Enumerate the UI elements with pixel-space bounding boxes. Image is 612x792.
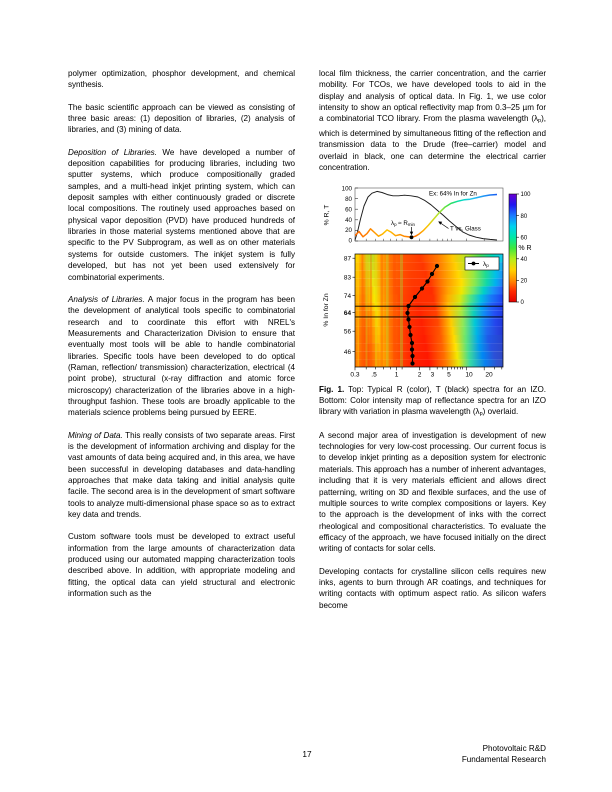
heatmap-y-ticks [344,256,352,357]
paragraph-tco-tools [319,68,546,173]
run-in-heading-analysis: Analysis of Libraries. [68,294,145,304]
caption-lambda-p-subscript: p [479,411,483,418]
paragraph-silicon-contacts: Developing contacts for crystalline silicon cells requires new inks, agents to burn through AR coatings, and techniques for writing contacts with optimum aspect ratio. As silicon wafers become [319,566,546,610]
svg-text:80: 80 [520,214,528,221]
paragraph-continued: polymer optimization, phosphor development, and chemical synthesis. [68,69,295,90]
svg-text:2: 2 [417,371,422,379]
figure-1 [319,184,546,420]
annotation-t-vs-glass: T vs. Glass [450,225,481,233]
svg-text:60: 60 [520,235,528,242]
bottom-panel-heatmap [323,254,503,379]
page-number: 17 [302,749,312,759]
svg-text:20: 20 [485,371,493,379]
svg-text:100: 100 [520,192,531,199]
paragraph-inkjet-printing: A second major area of investigation is development of new technologies for very low-cost processing. Our current focus is to develop inkjet printing as a deposition system for electronic materials. This approach has a number of inherent advantages, including that it is very materials efficient and allows direct patterning, writing on 3D and flexible surfaces, and the use of multiple sources to write complex compositions or layers. Key to the approach is the development of inks with the correct rheological and compositional characteristics. To evaluate the efficacy of the approach, we have focused initially on the direct writing of contacts for solar cells. [319,430,546,554]
svg-text:10: 10 [465,371,473,379]
figure-1-svg [319,184,546,381]
svg-text:0: 0 [520,300,524,307]
page-footer [68,744,546,778]
paragraph-deposition-of-libraries [68,147,295,283]
run-in-heading-mining: Mining of Data. [68,430,123,440]
svg-text:.5: .5 [371,371,377,379]
footer-identifier [462,743,546,765]
paragraph-mining-of-data [68,430,295,521]
svg-text:1: 1 [394,371,399,379]
lambda-p-rmin-marker [410,236,414,240]
svg-text:100: 100 [341,185,352,193]
tco-text-b: ), which is determined by simultaneous fitting of the reflection and transmission data to the Drude (free–carrier) model and overlaid in black, one can determine the electrical carrier concentration. [319,114,546,172]
footer-line-2: Fundamental Research [461,755,546,764]
svg-text:74: 74 [343,293,351,301]
lambda-p-legend [465,257,499,270]
svg-text:83: 83 [343,274,351,282]
svg-text:40: 40 [345,217,352,225]
tco-text-a: local film thickness, the carrier concentration, and the carrier mobility. For TCOs, we have developed tools to aid in the display and analysis of optical data. In Fig. 1, we use color intensity to show an optical reflectivity map from 0.3–25 µm for a combinatorial TCO library. From the plasma wavelength (λ [319,69,546,124]
footer-line-1: Photovoltaic R&D [482,744,546,753]
lambda-p-subscript: p [538,118,542,125]
figure-1-caption [319,384,546,420]
colorbar-label: % R [518,245,532,253]
paragraph-custom-software: Custom software tools must be developed to extract useful information from the large amounts of characterization data produced using our automated mapping characterization tools described above. In addition, with appropriate modeling and fitting, the optical data can yield structural and electronic information such as the [68,532,295,599]
legend-label-lambda-p: λp [483,261,489,269]
heatmap-x-tick-labels [350,372,493,379]
top-panel-y-axis-label: % R, T [323,204,331,226]
svg-text:64: 64 [343,310,351,318]
top-panel-y-ticks [342,186,353,245]
heatmap-cells [355,254,503,367]
svg-text:0.3: 0.3 [350,371,360,379]
annotation-lambda-p-rmin: λp ≈ Rmin [391,220,415,228]
annotation-ex-composition: Ex: 64% In for Zn [429,190,477,198]
figure-caption-a: Top: Typical R (color), T (black) spectra for an IZO. Bottom: Color intensity map of reflectance spectra for an IZO library with variation in plasma wavelength (λ [319,385,547,417]
heatmap-y-tickmarks [353,258,356,352]
run-in-heading-deposition: Deposition of Libraries. [68,147,157,157]
paragraph-analysis-text: A major focus in the program has been the development of analytical tools specific to combinatorial research and to coordinate this effort with NREL's Measurements and Characterization Division to ensure that eventually most tools will be able to handle combinatorial libraries. Specific tools have been developed to do optical (Raman, reflection/ transmission) characterization, electrical (4 point probe), structural (x-ray diffraction and atomic force microscopy) characterization of the libraries above in a high-throughput fashion. These tools are broadly applicable to the materials science problems being pursued by EERE. [68,294,295,418]
colorbar [509,192,532,306]
svg-text:20: 20 [520,278,528,285]
svg-text:3: 3 [430,371,435,379]
left-column [68,68,295,622]
svg-text:80: 80 [345,196,352,204]
heatmap-y-axis-label: % In for Zn [323,293,330,327]
paragraph-analysis-of-libraries [68,294,295,419]
svg-text:5: 5 [447,371,451,379]
figure-1-graphic [319,184,546,381]
heatmap-x-tickmarks [355,367,502,370]
paragraph-mining-text: This really consists of two separate areas. First is the development of information archiving and display for the vast amounts of data being acquired and, in this area, we have been successful in developing databases and data-handling approaches that make data taking and initial analysis quite facile. The second area is in the development of smart software tools to analyze multi-dimensional phase space so as to extract key data and trends. [68,430,295,520]
right-column [319,68,546,622]
paragraph-deposition-text: We have developed a number of deposition capabilities for producing libraries, including two sputter systems, which produce compositionally graded samples, and a multi-head inkjet printing system, which can deposit samples with either continuously graded or discrete local compositions. The routinely used approaches based on physical vapor deposition (PVD) have produced hundreds of libraries in those material systems mentioned above that are specific to the PV Subprogram, as well as on other materials systems for outside customers. The inkjet system is fully developed, but has not yet been used extensively for combinatorial experiments. [68,147,296,282]
top-panel [324,186,504,245]
svg-text:46: 46 [343,349,351,357]
svg-text:56: 56 [343,328,351,336]
svg-text:60: 60 [345,206,352,214]
svg-text:20: 20 [345,227,352,235]
figure-label: Fig. 1. [319,385,345,395]
paragraph-approach: The basic scientific approach can be viewed as consisting of three basic areas: (1) deposition of libraries, (2) analysis of libraries, and (3) mining of data. [68,102,295,135]
svg-text:0: 0 [348,237,352,245]
figure-caption-b: ) overlaid. [482,407,519,417]
svg-text:87: 87 [343,255,351,263]
two-column-body [68,68,546,622]
svg-text:40: 40 [520,257,528,264]
